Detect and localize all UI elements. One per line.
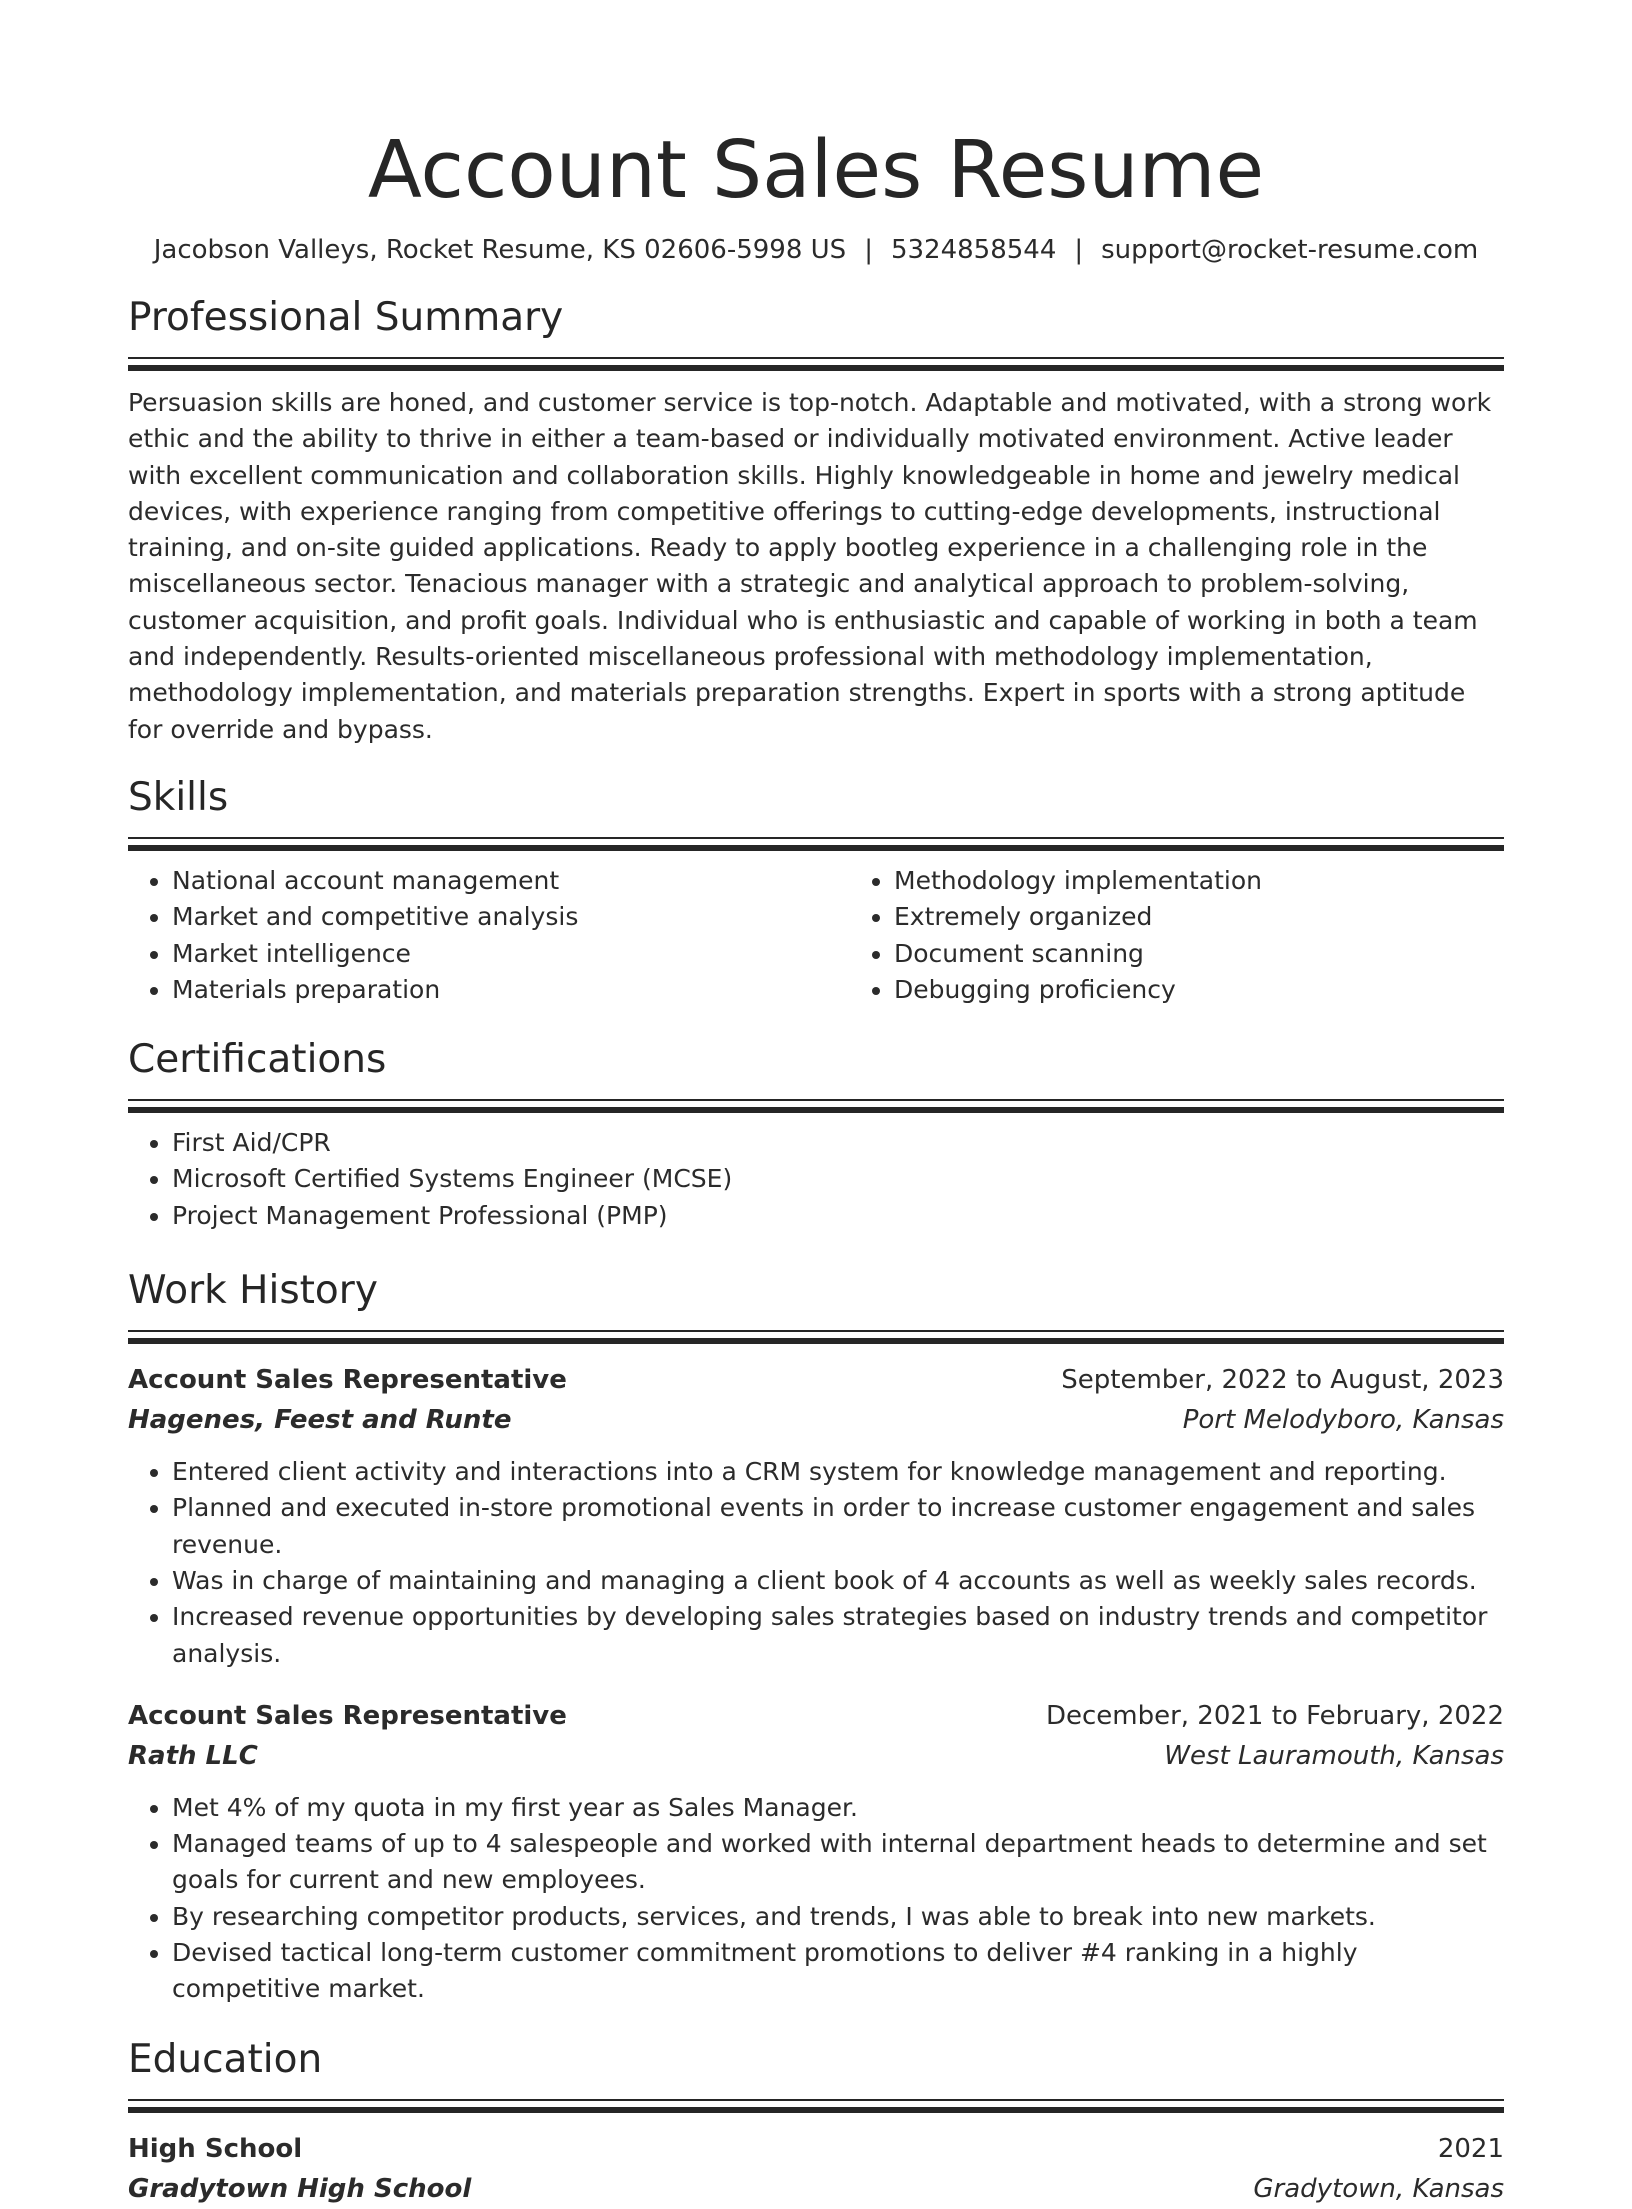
section-divider: [128, 837, 1504, 851]
job-header: [128, 1360, 1504, 1400]
education-location: Gradytown, Kansas: [1253, 2173, 1504, 2204]
education-school: Gradytown High School: [128, 2173, 472, 2204]
job-bullets: [128, 1454, 1504, 1672]
education-subheader: [128, 2169, 1504, 2209]
skills-heading: Skills: [128, 774, 229, 820]
certifications-list: [128, 1125, 1504, 1234]
job-bullets: [128, 1790, 1504, 2008]
section-divider: [128, 357, 1504, 371]
job-location: West Lauramouth, Kansas: [1164, 1740, 1504, 1771]
summary-text: Persuasion skills are honed, and customer service is top-notch. Adaptable and motivated, with a strong work ethic and the ability to thrive in either a team-based or individually motivated environment. Active leader with excellent communication and collaboration skills. Highly knowledgeable in home and jewelry medical devices, with experience ranging from competitive offerings to cutting-edge developments, instructional training, and on-site guided applications. Ready to apply bootleg experience in a challenging role in the miscellaneous sector. Tenacious manager with a strategic and analytical approach to problem-solving, customer acquisition, and profit goals. Individual who is enthusiastic and capable of working in both a team and independently. Results-oriented miscellaneous professional with methodology implementation, methodology implementation, and materials preparation strengths. Expert in sports with a strong aptitude for override and bypass.: [128, 388, 1492, 744]
job-dates: December, 2021 to February, 2022: [1045, 1700, 1504, 1731]
skills-list-left: [128, 863, 850, 1008]
education-degree: High School: [128, 2133, 303, 2164]
job-subheader: [128, 1736, 1504, 1776]
certification-item: • Microsoft Certified Systems Engineer (MCSE): [172, 1161, 1504, 1197]
job-bullet: • Devised tactical long-term customer commitment promotions to deliver #4 ranking in a highly competitive market.: [172, 1935, 1504, 2008]
certifications-section: [128, 1036, 1504, 1234]
education-section: [128, 2036, 1504, 2209]
job-bullet: • Was in charge of maintaining and managing a client book of 4 accounts as well as weekly sales records.: [172, 1563, 1504, 1599]
skills-list-right: [850, 863, 1572, 1008]
skill-item: • Debugging proficiency: [894, 972, 1572, 1008]
certification-item: • Project Management Professional (PMP): [172, 1198, 1504, 1234]
job-bullet: • Increased revenue opportunities by developing sales strategies based on industry trends and competitor analysis.: [172, 1599, 1504, 1672]
section-divider: [128, 2099, 1504, 2113]
skill-item: • National account management: [172, 863, 850, 899]
section-divider: [128, 1099, 1504, 1113]
job-entry: [128, 1696, 1504, 2008]
skill-item: • Document scanning: [894, 936, 1572, 972]
skills-section: [128, 774, 1504, 1008]
education-header: [128, 2129, 1504, 2169]
skill-item: • Materials preparation: [172, 972, 850, 1008]
job-bullet: • Met 4% of my quota in my first year as Sales Manager.: [172, 1790, 1504, 1826]
education-year: 2021: [1437, 2133, 1504, 2164]
skill-item: • Extremely organized: [894, 899, 1572, 935]
job-header: [128, 1696, 1504, 1736]
job-company: Hagenes, Feest and Runte: [128, 1405, 512, 1436]
job-bullet: • Planned and executed in-store promotional events in order to increase customer engagement and sales revenue.: [172, 1490, 1504, 1563]
contact-line: [128, 232, 1504, 268]
contact-separator: |: [1074, 235, 1084, 265]
job-title: Account Sales Representative: [128, 1365, 567, 1396]
summary-section: [128, 294, 1504, 748]
job-bullet: • Entered client activity and interactions into a CRM system for knowledge management and reporting.: [172, 1454, 1504, 1490]
skill-item: • Methodology implementation: [894, 863, 1572, 899]
skill-item: • Market intelligence: [172, 936, 850, 972]
contact-phone: 5324858544: [890, 235, 1057, 265]
education-heading: Education: [128, 2036, 323, 2082]
skills-grid: [128, 863, 1504, 1008]
job-location: Port Melodyboro, Kansas: [1182, 1405, 1504, 1436]
job-subheader: [128, 1400, 1504, 1440]
job-dates: September, 2022 to August, 2023: [1061, 1365, 1504, 1396]
work-history-heading: Work History: [128, 1268, 378, 1314]
contact-separator: |: [864, 235, 873, 265]
contact-address: Jacobson Valleys, Rocket Resume, KS 02606-5998 US: [153, 235, 847, 265]
job-bullet: • By researching competitor products, services, and trends, I was able to break into new markets.: [172, 1899, 1504, 1935]
contact-email: support@rocket-resume.com: [1101, 235, 1479, 265]
resume-title: Account Sales Resume: [367, 124, 1265, 216]
certifications-heading: Certifications: [128, 1037, 387, 1083]
section-divider: [128, 1330, 1504, 1344]
education-entry: [128, 2129, 1504, 2209]
job-bullet: • Managed teams of up to 4 salespeople and worked with internal department heads to determine and set goals for current and new employees.: [172, 1826, 1504, 1899]
job-entry: [128, 1360, 1504, 1672]
summary-heading: Professional Summary: [128, 295, 564, 340]
skill-item: • Market and competitive analysis: [172, 899, 850, 935]
job-title: Account Sales Representative: [128, 1700, 567, 1731]
certification-item: • First Aid/CPR: [172, 1125, 1504, 1161]
work-history-section: [128, 1267, 1504, 2008]
job-company: Rath LLC: [128, 1740, 258, 1771]
